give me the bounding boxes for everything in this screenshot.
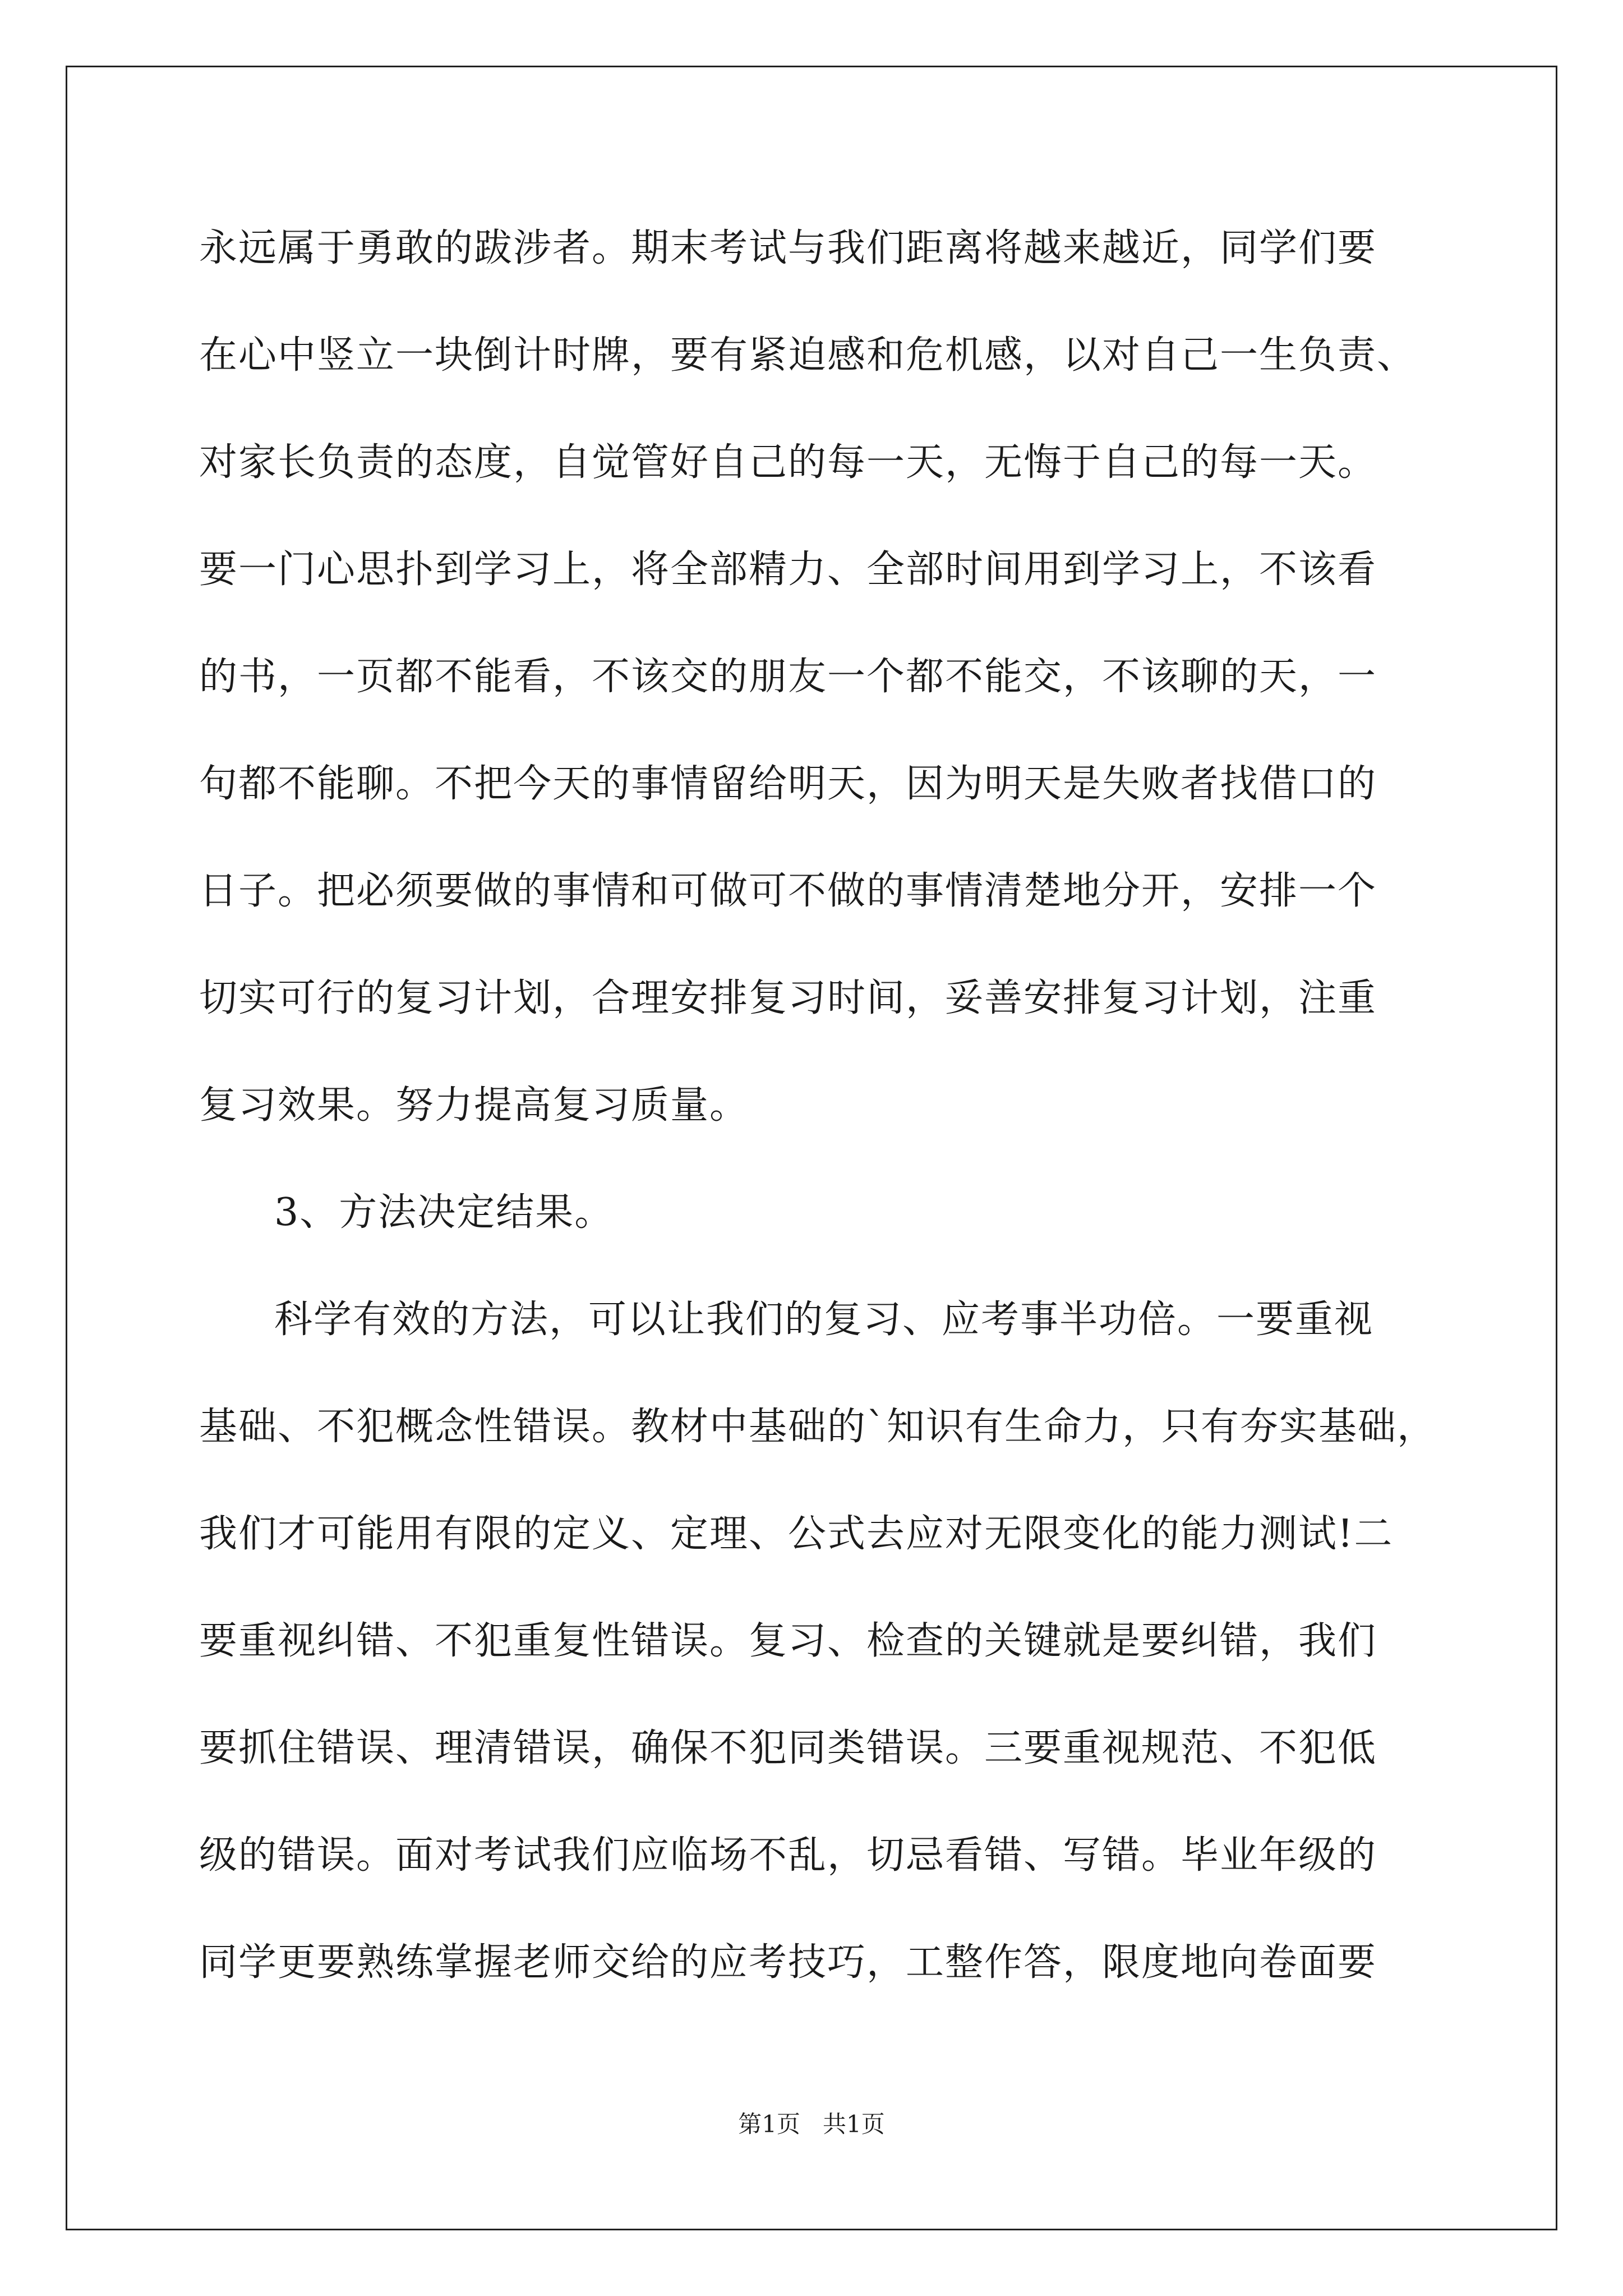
document-body xyxy=(199,218,1437,2039)
text-line: 要抓住错误、理清错误，确保不犯同类错误。三要重视规范、不犯低 xyxy=(199,1726,1377,1770)
text-line: 的书，一页都不能看，不该交的朋友一个都不能交，不该聊的天，一 xyxy=(199,655,1377,699)
page-number: 第1页 共1页 xyxy=(738,2110,885,2138)
text-line: 基础、不犯概念性错误。教材中基础的`知识有生命力，只有夯实基础， xyxy=(199,1405,1437,1449)
text-line: 要重视纠错、不犯重复性错误。复习、检查的关键就是要纠错，我们 xyxy=(199,1619,1377,1663)
text-line: 在心中竖立一块倒计时牌，要有紧迫感和危机感，以对自己一生负责、 xyxy=(199,333,1417,378)
text-line: 科学有效的方法，可以让我们的复习、应考事半功倍。一要重视 xyxy=(274,1297,1374,1342)
text-line: 我们才可能用有限的定义、定理、公式去应对无限变化的能力测试!二 xyxy=(199,1512,1394,1556)
text-line: 要一门心思扑到学习上，将全部精力、全部时间用到学习上，不该看 xyxy=(199,547,1377,592)
text-line: 句都不能聊。不把今天的事情留给明天，因为明天是失败者找借口的 xyxy=(199,762,1377,806)
text-line: 复习效果。努力提高复习质量。 xyxy=(199,1083,749,1128)
text-line: 永远属于勇敢的跋涉者。期末考试与我们距离将越来越近，同学们要 xyxy=(199,226,1377,270)
text-line: 日子。把必须要做的事情和可做可不做的事情清楚地分开，安排一个 xyxy=(199,869,1377,913)
text-line: 切实可行的复习计划，合理安排复习时间，妥善安排复习计划，注重 xyxy=(199,976,1377,1020)
text-line: 对家长负责的态度，自觉管好自己的每一天，无悔于自己的每一天。 xyxy=(199,440,1377,485)
text-line: 同学更要熟练掌握老师交给的应考技巧，工整作答，限度地向卷面要 xyxy=(199,1940,1377,1985)
section-heading: 3、方法决定结果。 xyxy=(274,1190,614,1235)
text-line: 级的错误。面对考试我们应临场不乱，切忌看错、写错。毕业年级的 xyxy=(199,1833,1377,1878)
